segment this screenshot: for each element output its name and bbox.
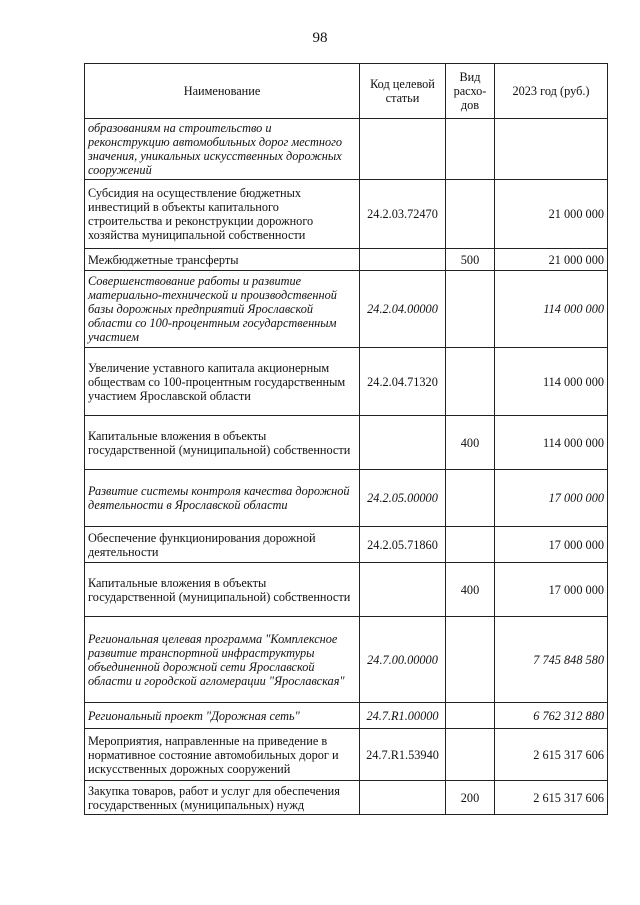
row-vid: 200 <box>446 781 495 815</box>
row-code: 24.2.04.71320 <box>360 348 446 416</box>
row-vid: 400 <box>446 416 495 470</box>
row-vid <box>446 527 495 563</box>
table-header-row <box>85 64 608 119</box>
row-code <box>360 563 446 617</box>
row-vid: 400 <box>446 563 495 617</box>
row-code: 24.2.03.72470 <box>360 180 446 249</box>
row-sum: 21 000 000 <box>495 249 608 271</box>
row-code: 24.7.00.00000 <box>360 617 446 703</box>
row-name: Закупка товаров, работ и услуг для обеспечения государственных (муниципальных) нужд <box>85 781 360 815</box>
row-sum: 17 000 000 <box>495 527 608 563</box>
row-vid <box>446 703 495 729</box>
row-name: Капитальные вложения в объекты государственной (муниципальной) собственности <box>85 416 360 470</box>
row-vid: 500 <box>446 249 495 271</box>
table-row <box>85 729 608 781</box>
header-name: Наименование <box>85 64 360 119</box>
row-sum: 6 762 312 880 <box>495 703 608 729</box>
table-row <box>85 180 608 249</box>
row-vid <box>446 271 495 348</box>
row-name: Развитие системы контроля качества дорожной деятельности в Ярославской области <box>85 470 360 527</box>
row-sum: 114 000 000 <box>495 416 608 470</box>
page-number: 98 <box>312 30 328 46</box>
row-name: образованиям на строительство и реконструкцию автомобильных дорог местного значения, уникальных искусственных дорожных сооружений <box>85 119 360 180</box>
header-vid: Вид расхо-дов <box>446 64 495 119</box>
row-sum: 17 000 000 <box>495 470 608 527</box>
table-row <box>85 781 608 815</box>
table-row <box>85 249 608 271</box>
table-row <box>85 119 608 180</box>
table-row <box>85 470 608 527</box>
row-vid <box>446 617 495 703</box>
row-name: Капитальные вложения в объекты государственной (муниципальной) собственности <box>85 563 360 617</box>
table-row <box>85 527 608 563</box>
table-row <box>85 416 608 470</box>
row-sum: 114 000 000 <box>495 348 608 416</box>
row-code: 24.7.R1.53940 <box>360 729 446 781</box>
row-name: Обеспечение функционирования дорожной деятельности <box>85 527 360 563</box>
row-sum: 2 615 317 606 <box>495 729 608 781</box>
row-vid <box>446 729 495 781</box>
row-vid <box>446 119 495 180</box>
row-name: Региональный проект "Дорожная сеть" <box>85 703 360 729</box>
table-row <box>85 617 608 703</box>
row-vid <box>446 180 495 249</box>
row-code: 24.7.R1.00000 <box>360 703 446 729</box>
table-row <box>85 271 608 348</box>
row-sum: 7 745 848 580 <box>495 617 608 703</box>
row-vid <box>446 348 495 416</box>
row-sum <box>495 119 608 180</box>
row-name: Увеличение уставного капитала акционерным обществам со 100-процентным государственным участием Ярославской области <box>85 348 360 416</box>
table-row <box>85 348 608 416</box>
header-code: Код целевой статьи <box>360 64 446 119</box>
row-name: Межбюджетные трансферты <box>85 249 360 271</box>
row-sum: 21 000 000 <box>495 180 608 249</box>
row-sum: 114 000 000 <box>495 271 608 348</box>
row-name: Региональная целевая программа "Комплексное развитие транспортной инфраструктуры объединенной дорожной сети Ярославской области и городской агломерации "Ярославская" <box>85 617 360 703</box>
header-year: 2023 год (руб.) <box>495 64 608 119</box>
row-sum: 17 000 000 <box>495 563 608 617</box>
row-name: Совершенствование работы и развитие материально-технической и производственной базы дорожных предприятий Ярославской области со 100-процентным государственным участием <box>85 271 360 348</box>
row-code <box>360 249 446 271</box>
row-code <box>360 416 446 470</box>
row-code <box>360 781 446 815</box>
table-row <box>85 703 608 729</box>
table-row <box>85 563 608 617</box>
budget-table <box>84 63 608 815</box>
row-name: Субсидия на осуществление бюджетных инвестиций в объекты капитального строительства и реконструкции дорожного хозяйства муниципальной собственности <box>85 180 360 249</box>
row-vid <box>446 470 495 527</box>
row-code: 24.2.05.00000 <box>360 470 446 527</box>
row-code: 24.2.04.00000 <box>360 271 446 348</box>
row-sum: 2 615 317 606 <box>495 781 608 815</box>
row-name: Мероприятия, направленные на приведение в нормативное состояние автомобильных дорог и искусственных дорожных сооружений <box>85 729 360 781</box>
row-code <box>360 119 446 180</box>
row-code: 24.2.05.71860 <box>360 527 446 563</box>
